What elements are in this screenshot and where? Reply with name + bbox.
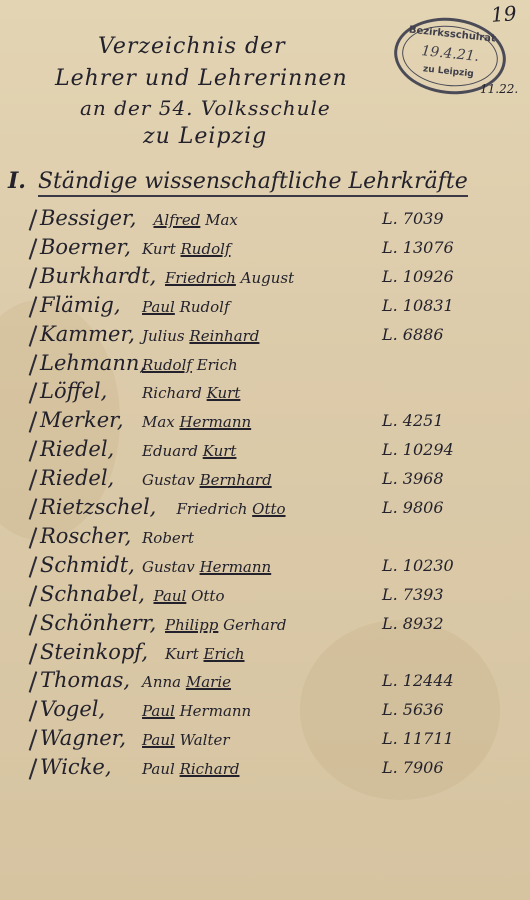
check-mark	[29, 643, 38, 665]
given-name-underlined: Kurt	[202, 442, 237, 461]
teacher-number: L. 7393	[382, 584, 444, 604]
teacher-surname: Schmidt,	[40, 552, 135, 577]
teacher-number: L. 10230	[382, 555, 454, 575]
teacher-surname: Steinkopf,	[40, 639, 149, 664]
check-mark	[29, 614, 38, 636]
given-name-part: Kurt	[165, 644, 204, 663]
teacher-given-names	[154, 211, 238, 229]
teacher-row	[32, 640, 502, 668]
given-name-part: Walter	[174, 731, 230, 750]
teacher-given-names	[142, 327, 259, 345]
teacher-surname: Riedel,	[40, 437, 115, 462]
stamp-date: 19.4.21.	[420, 43, 480, 65]
title-line-2: Lehrer und Lehrerinnen	[55, 66, 348, 91]
given-name-underlined: Hermann	[199, 557, 272, 576]
check-mark	[29, 556, 38, 578]
stamp-authority: Bezirksschulrat	[408, 24, 497, 45]
teacher-surname: Wicke,	[40, 755, 112, 780]
teacher-number: L. 6886	[382, 324, 444, 344]
teacher-surname: Boerner,	[40, 234, 131, 259]
teacher-number: L. 13076	[382, 237, 454, 257]
teacher-given-names	[142, 356, 238, 374]
teacher-number: L. 7906	[382, 758, 444, 778]
given-name-underlined: Alfred	[153, 211, 201, 229]
teacher-surname: Löffel,	[40, 379, 108, 404]
check-mark	[29, 209, 38, 231]
stamp-note: 11.22.	[480, 82, 519, 96]
teacher-row	[32, 697, 502, 725]
stamp-location: zu Leipzig	[422, 64, 475, 80]
given-name-part: Erich	[191, 355, 238, 374]
teacher-surname: Vogel,	[40, 697, 106, 722]
page-number: 19	[489, 1, 517, 27]
title-line-4: zu Leipzig	[143, 124, 268, 149]
given-name-underlined: Richard	[179, 760, 240, 779]
teacher-surname: Bessiger,	[40, 206, 137, 230]
teacher-row	[32, 524, 502, 552]
given-name-part: Robert	[142, 528, 195, 547]
section-title: Ständige wissenschaftliche Lehrkräfte	[38, 169, 468, 197]
check-mark	[29, 701, 38, 723]
check-mark	[29, 585, 38, 607]
teacher-surname: Burkhardt,	[40, 263, 157, 288]
teacher-surname: Flämig,	[40, 292, 121, 317]
teacher-given-names	[142, 442, 236, 460]
given-name-part: Gustav	[142, 471, 200, 490]
teacher-given-names	[142, 760, 239, 778]
teacher-given-names	[154, 587, 225, 605]
given-name-part: Richard	[142, 384, 207, 403]
teacher-surname: Schnabel,	[40, 581, 145, 606]
given-name-underlined: Rudolf	[142, 355, 192, 374]
teacher-row	[32, 408, 502, 436]
given-name-part: Max	[200, 211, 238, 229]
teacher-surname: Riedel,	[40, 466, 115, 491]
teacher-surname: Wagner,	[40, 726, 127, 751]
section-number: I.	[8, 168, 26, 194]
teacher-row	[32, 726, 502, 754]
given-name-part: Rudolf	[174, 297, 230, 316]
teacher-number: L. 10294	[382, 440, 454, 460]
given-name-underlined: Rudolf	[180, 239, 231, 258]
teacher-given-names	[142, 240, 230, 258]
given-name-part: Max	[142, 413, 180, 432]
teacher-row	[32, 351, 502, 379]
teacher-row	[32, 553, 502, 581]
teacher-number: L. 10926	[382, 266, 454, 286]
teacher-given-names	[142, 413, 251, 431]
title-line-1: Verzeichnis der	[98, 34, 286, 59]
given-name-underlined: Paul	[153, 586, 187, 605]
teacher-row	[32, 322, 502, 350]
given-name-underlined: Paul	[142, 731, 175, 750]
teacher-given-names	[142, 673, 231, 691]
teacher-given-names	[165, 616, 287, 634]
given-name-underlined: Bernhard	[199, 471, 272, 490]
teacher-surname: Lehmann,	[40, 350, 147, 375]
check-mark	[29, 238, 38, 260]
teacher-given-names	[142, 731, 230, 749]
teacher-row	[32, 293, 502, 321]
given-name-underlined: Hermann	[179, 413, 252, 432]
teacher-number: L. 12444	[382, 671, 454, 691]
given-name-part: Gerhard	[218, 615, 287, 634]
teacher-row	[32, 235, 502, 263]
given-name-underlined: Erich	[203, 644, 245, 663]
check-mark	[29, 267, 38, 289]
teacher-row	[32, 495, 502, 523]
teacher-row	[32, 755, 502, 783]
teacher-number: L. 10831	[382, 295, 454, 315]
teacher-given-names	[142, 558, 271, 576]
teacher-given-names	[142, 702, 251, 720]
teacher-given-names	[142, 529, 194, 547]
teacher-row	[32, 466, 502, 494]
teacher-given-names	[165, 269, 294, 287]
given-name-underlined: Friedrich	[165, 268, 236, 287]
teacher-row	[32, 437, 502, 465]
check-mark	[29, 758, 38, 780]
check-mark	[29, 672, 38, 694]
teacher-number: L. 11711	[382, 729, 454, 749]
section-heading	[8, 168, 468, 194]
given-name-underlined: Paul	[142, 702, 175, 721]
given-name-part: Paul	[142, 760, 180, 779]
teacher-surname: Merker,	[40, 408, 124, 433]
teacher-row	[32, 611, 502, 639]
teacher-row	[32, 379, 502, 407]
given-name-part: Hermann	[174, 702, 252, 721]
teacher-row	[32, 206, 502, 234]
given-name-underlined: Kurt	[206, 384, 241, 403]
given-name-underlined: Otto	[252, 500, 286, 518]
teacher-number: L. 8932	[382, 613, 444, 633]
given-name-underlined: Marie	[185, 673, 232, 692]
given-name-part: Eduard	[142, 442, 203, 461]
title-line-3: an der 54. Volksschule	[80, 96, 331, 120]
teacher-row	[32, 264, 502, 292]
teacher-surname: Thomas,	[40, 668, 131, 693]
given-name-part: Kurt	[142, 239, 181, 258]
teacher-surname: Roscher,	[40, 523, 132, 548]
given-name-underlined: Paul	[142, 297, 175, 316]
given-name-underlined: Reinhard	[189, 326, 260, 345]
teacher-given-names	[165, 645, 245, 663]
given-name-part: Julius	[142, 326, 190, 345]
teacher-number: L. 3968	[382, 469, 444, 489]
teacher-given-names	[177, 500, 286, 518]
check-mark	[29, 729, 38, 751]
teacher-number: L. 4251	[382, 411, 444, 431]
teacher-number: L. 9806	[382, 498, 444, 517]
teacher-surname: Rietzschel,	[40, 495, 157, 519]
given-name-part: Otto	[186, 586, 225, 605]
teacher-number: L. 5636	[382, 700, 444, 720]
teacher-row	[32, 582, 502, 610]
teacher-surname: Schönherr,	[40, 610, 157, 635]
given-name-part: Friedrich	[176, 500, 253, 518]
given-name-part: Anna	[142, 673, 186, 692]
teacher-given-names	[142, 298, 230, 316]
teacher-number: L. 7039	[382, 209, 444, 228]
given-name-part: August	[235, 268, 295, 287]
teacher-row	[32, 668, 502, 696]
teacher-surname: Kammer,	[40, 321, 135, 346]
given-name-underlined: Philipp	[165, 615, 219, 634]
teacher-given-names	[142, 384, 240, 402]
teacher-given-names	[142, 471, 272, 489]
given-name-part: Gustav	[142, 557, 200, 576]
